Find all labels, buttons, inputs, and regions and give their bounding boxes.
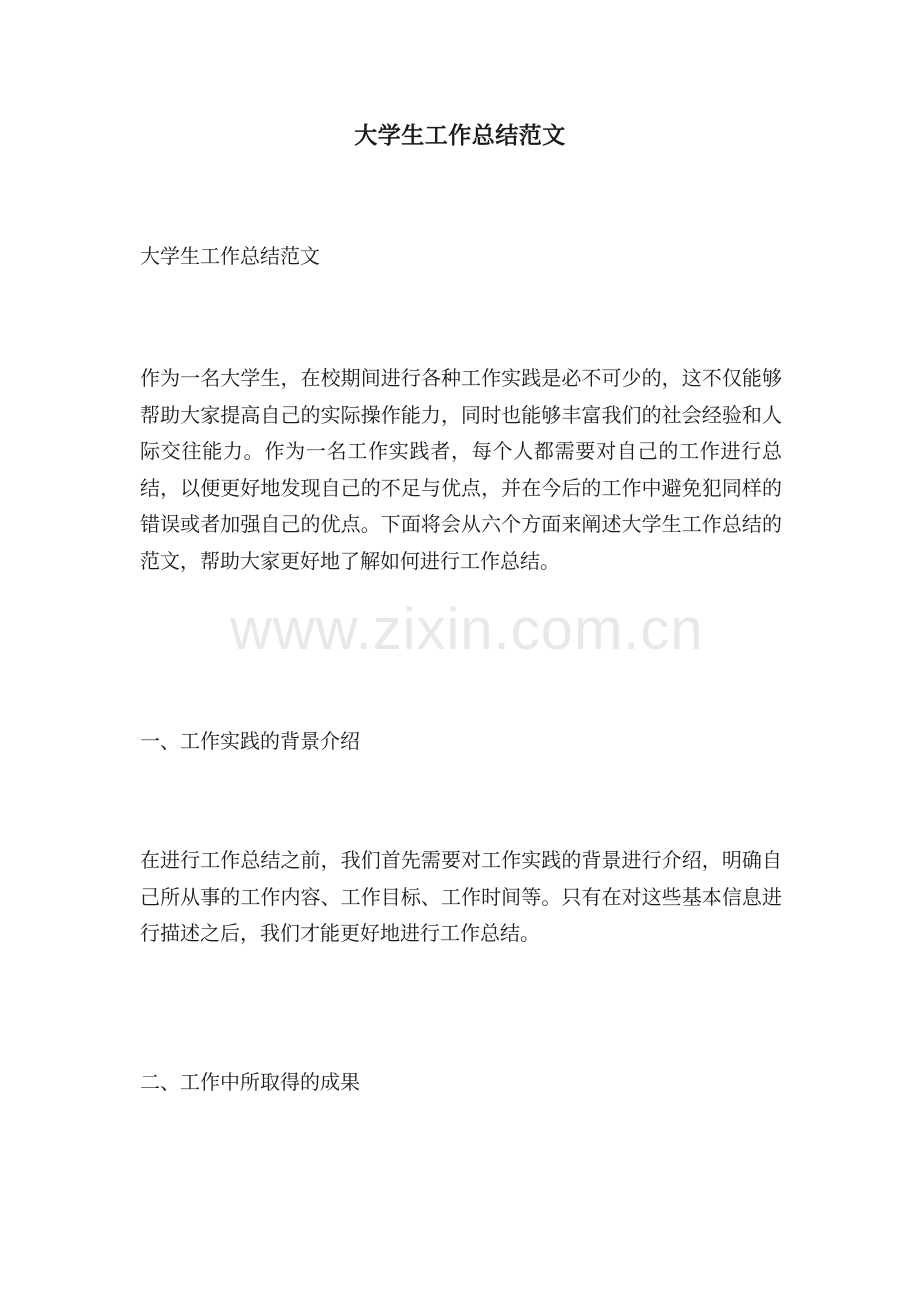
section-heading-text: 一、工作实践的背景介绍 [140,729,360,753]
document-title: 大学生工作总结范文 [354,122,566,149]
intro-text: 作为一名大学生，在校期间进行各种工作实践是必不可少的，这不仅能够帮助大家提高自己的实际操作能力，同时也能够丰富我们的社会经验和人际交往能力。作为一名工作实践者，每个人都需要对自己的工作进行总结，以便更好地发现自己的不足与优点，并在今后的工作中避免犯同样的错误或者加强自己的优点。下面将会从六个方面来阐述大学生工作总结的范文，帮助大家更好地了解如何进行工作总结。 [140,366,782,573]
intro-paragraph [140,360,782,579]
section-heading-2 [140,1064,782,1101]
section-heading-text: 二、工作中所取得的成果 [140,1070,360,1094]
document-subtitle [140,238,782,275]
subtitle-text: 大学生工作总结范文 [140,244,320,268]
section-body-1 [140,842,782,952]
section-body-text: 在进行工作总结之前，我们首先需要对工作实践的背景进行介绍，明确自己所从事的工作内容、工作目标、工作时间等。只有在对这些基本信息进行描述之后，我们才能更好地进行工作总结。 [140,848,782,945]
section-heading-1 [140,723,782,760]
watermark: www.zixin.com.cn [230,597,704,662]
